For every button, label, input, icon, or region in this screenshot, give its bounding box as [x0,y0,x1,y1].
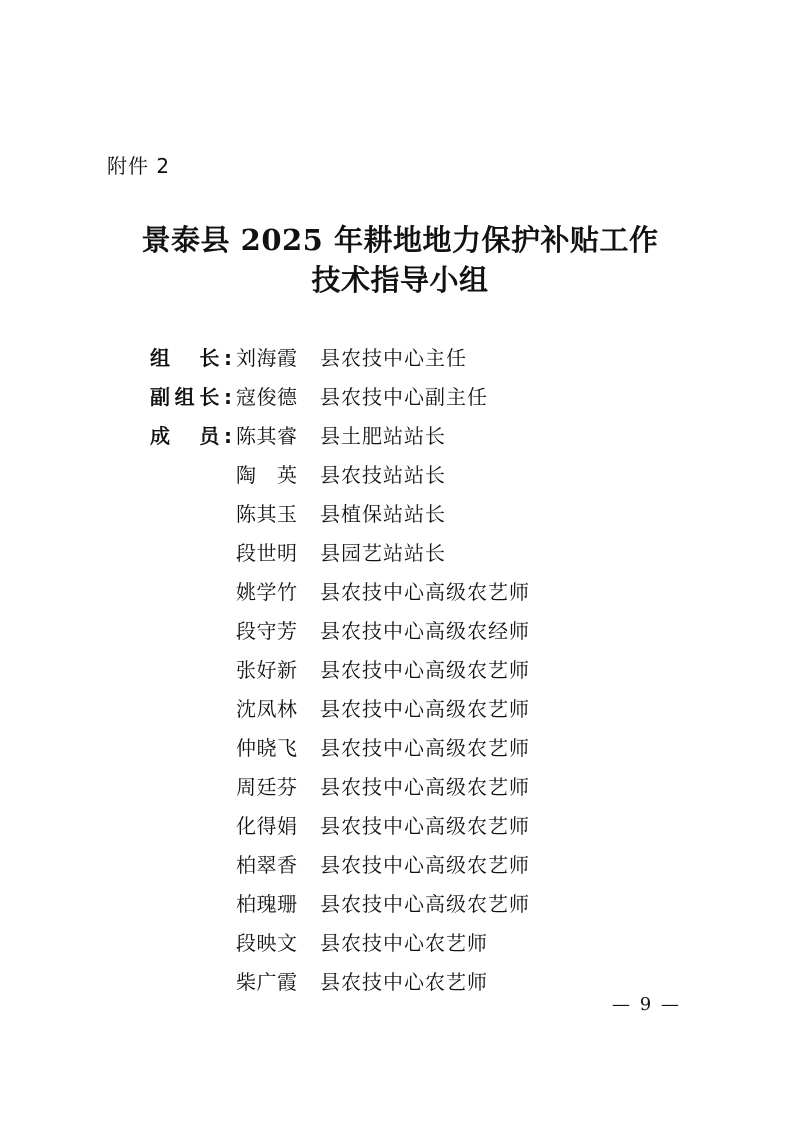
member-position: 县农技中心高级农艺师 [320,775,530,799]
page-number: — 9 — [612,994,681,1015]
member-name: 刘海霞 [236,346,297,370]
member-position: 县农技中心农艺师 [320,931,488,955]
member-name: 段映文 [236,931,297,955]
member-name: 化得娟 [236,814,297,838]
member-position: 县农技中心农艺师 [320,970,488,994]
member-name: 段世明 [236,541,297,565]
member-position: 县农技中心高级农艺师 [320,736,530,760]
member-name: 柏翠香 [236,853,297,877]
member-name: 陶 英 [236,463,297,487]
member-position: 县农技中心高级农经师 [320,619,530,643]
member-name: 姚学竹 [236,580,297,604]
member-position: 县农技中心高级农艺师 [320,853,530,877]
member-name: 段守芳 [236,619,297,643]
member-role: 成 员: [150,424,232,448]
member-position: 县农技中心副主任 [320,385,488,409]
member-position: 县农技中心高级农艺师 [320,814,530,838]
member-position: 县园艺站站长 [320,541,446,565]
member-position: 县植保站站长 [320,502,446,526]
document-title-line-1: 景泰县 2025 年耕地地力保护补贴工作 [141,223,659,257]
attachment-label: 附件 2 [107,154,171,178]
member-name: 柴广霞 [236,970,297,994]
member-position: 县农技中心高级农艺师 [320,580,530,604]
member-position: 县农技中心高级农艺师 [320,697,530,721]
member-name: 沈凤林 [236,697,297,721]
member-name: 柏瑰珊 [236,892,297,916]
member-name: 仲晓飞 [236,736,297,760]
member-position: 县农技站站长 [320,463,446,487]
member-name: 张好新 [236,658,297,682]
member-role: 组 长: [150,346,232,370]
member-name: 周廷芬 [236,775,297,799]
member-position: 县土肥站站长 [320,424,446,448]
member-role: 副组长: [150,385,232,409]
member-name: 陈其睿 [236,424,297,448]
member-position: 县农技中心高级农艺师 [320,658,530,682]
member-position: 县农技中心高级农艺师 [320,892,530,916]
member-name: 寇俊德 [236,385,297,409]
document-title-line-2: 技术指导小组 [311,263,489,297]
member-position: 县农技中心主任 [320,346,467,370]
member-name: 陈其玉 [236,502,297,526]
